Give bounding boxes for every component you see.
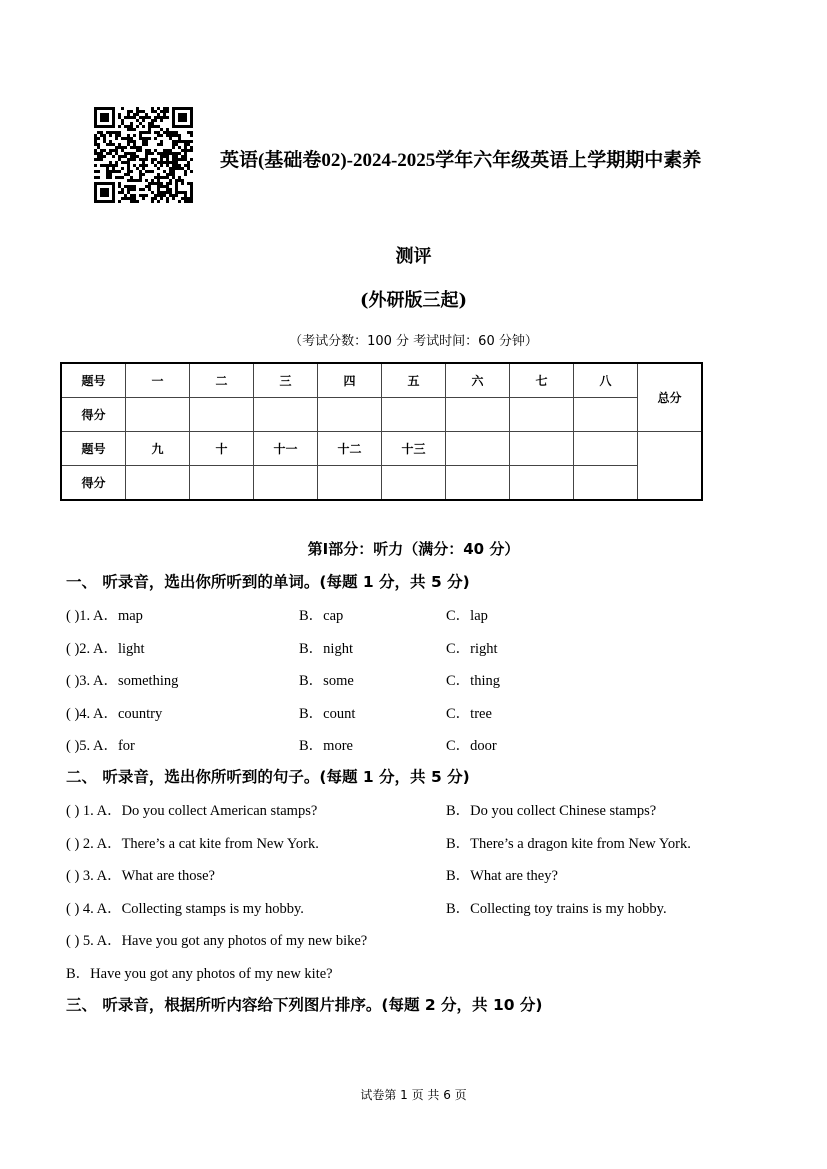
score-cell[interactable] — [254, 466, 318, 501]
cell-header: 九 — [126, 432, 190, 466]
score-cell[interactable] — [318, 466, 382, 501]
option-c: C．thing — [446, 673, 500, 689]
option-c: C．tree — [446, 706, 492, 722]
score-cell[interactable] — [190, 398, 254, 432]
option-b: B．Collecting toy trains is my hobby. — [446, 901, 667, 917]
score-cell[interactable] — [574, 466, 638, 501]
option-c: C．right — [446, 641, 498, 657]
exam-info: （考试分数：100 分 考试时间：60 分钟） — [289, 334, 538, 349]
question-stem: ( )1. A．map — [66, 608, 143, 624]
qr-code-icon — [94, 107, 193, 203]
score-cell[interactable] — [446, 466, 510, 501]
total-score-cell[interactable] — [638, 432, 703, 501]
part1-title: 第Ⅰ部分：听力（满分：40 分） — [307, 540, 520, 558]
score-cell[interactable] — [318, 398, 382, 432]
score-label: 得分 — [61, 398, 126, 432]
cell-header: 七 — [510, 363, 574, 398]
section3-title: 三、 听录音，根据所听内容给下列图片排序。(每题 2 分，共 10 分) — [66, 996, 543, 1014]
score-cell[interactable] — [574, 398, 638, 432]
section1-title: 一、 听录音，选出你所听到的单词。(每题 1 分，共 5 分) — [66, 573, 470, 591]
option-b: B．count — [299, 706, 356, 722]
edition-label: (外研版三起) — [359, 290, 468, 311]
question-stem: ( )2. A．light — [66, 641, 145, 657]
option-b: B．night — [299, 641, 353, 657]
total-label: 总分 — [638, 363, 703, 432]
document-title: 英语(基础卷02)-2024-2025学年六年级英语上学期期中素养 — [220, 150, 702, 171]
cell-empty — [574, 432, 638, 466]
question-stem: ( )4. A．country — [66, 706, 163, 722]
option-b: B．some — [299, 673, 354, 689]
option-b: B．What are they? — [446, 868, 558, 884]
cell-header: 五 — [382, 363, 446, 398]
question-stem: ( ) 3. A．What are those? — [66, 868, 215, 884]
option-b: B．Have you got any photos of my new kite? — [66, 966, 333, 982]
option-c: C．door — [446, 738, 497, 754]
cell-header: 四 — [318, 363, 382, 398]
cell-header: 二 — [190, 363, 254, 398]
page-footer: 试卷第 1 页 共 6 页 — [360, 1088, 467, 1102]
option-b: B．cap — [299, 608, 344, 624]
score-cell[interactable] — [190, 466, 254, 501]
score-cell[interactable] — [510, 398, 574, 432]
score-cell[interactable] — [382, 466, 446, 501]
option-b: B．more — [299, 738, 353, 754]
question-stem: ( )3. A．something — [66, 673, 179, 689]
question-stem: ( ) 1. A．Do you collect American stamps? — [66, 803, 318, 819]
cell-header: 题号 — [61, 363, 126, 398]
cell-header: 十一 — [254, 432, 318, 466]
score-cell[interactable] — [382, 398, 446, 432]
section2-title: 二、 听录音，选出你所听到的句子。(每题 1 分，共 5 分) — [66, 768, 470, 786]
question-stem: ( ) 5. A．Have you got any photos of my new bike? — [66, 933, 368, 949]
cell-header: 六 — [446, 363, 510, 398]
cell-header: 八 — [574, 363, 638, 398]
option-b: B．Do you collect Chinese stamps? — [446, 803, 657, 819]
question-stem: ( ) 2. A．There’s a cat kite from New York. — [66, 836, 319, 852]
score-cell[interactable] — [510, 466, 574, 501]
option-b: B．There’s a dragon kite from New York. — [446, 836, 691, 852]
score-table — [60, 362, 703, 501]
document-title-continued: 测评 — [395, 246, 432, 267]
cell-header: 三 — [254, 363, 318, 398]
cell-header: 题号 — [61, 432, 126, 466]
score-cell[interactable] — [126, 466, 190, 501]
score-label: 得分 — [61, 466, 126, 501]
cell-header: 十 — [190, 432, 254, 466]
question-stem: ( ) 4. A．Collecting stamps is my hobby. — [66, 901, 304, 917]
question-stem: ( )5. A．for — [66, 738, 135, 754]
option-c: C．lap — [446, 608, 488, 624]
score-cell[interactable] — [254, 398, 318, 432]
cell-empty — [446, 432, 510, 466]
cell-header: 十三 — [382, 432, 446, 466]
cell-header: 一 — [126, 363, 190, 398]
cell-header: 十二 — [318, 432, 382, 466]
cell-empty — [510, 432, 574, 466]
score-cell[interactable] — [446, 398, 510, 432]
score-cell[interactable] — [126, 398, 190, 432]
